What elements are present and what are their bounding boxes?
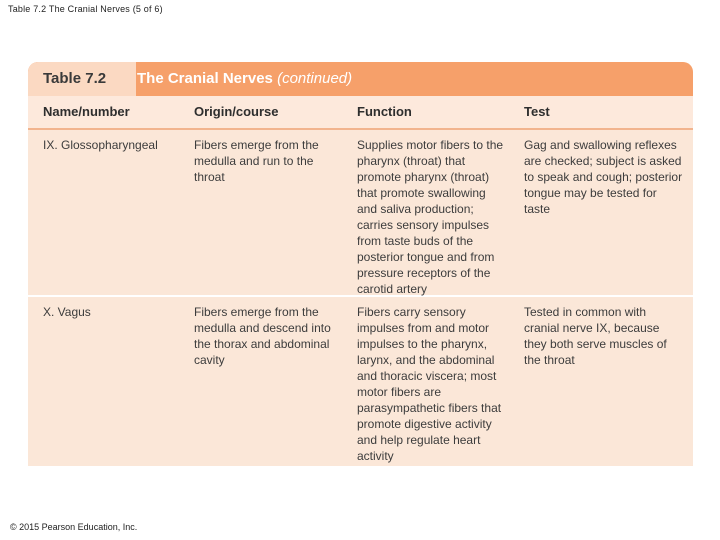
column-header-name: Name/number xyxy=(43,104,130,119)
cell-function: Fibers carry sensory impulses from and motor impulses to the pharynx, larynx, and the abdominal and thoracic viscera; most motor fibers are parasympathetic fibers that promote digestive activity and help regulate heart activity xyxy=(357,305,502,463)
cell-origin: Fibers emerge from the medulla and run to the throat xyxy=(194,138,319,184)
table-number: Table 7.2 xyxy=(28,62,136,96)
slide-title: Table 7.2 The Cranial Nerves (5 of 6) xyxy=(8,4,163,14)
column-header-test: Test xyxy=(524,104,550,119)
cell-name: X. Vagus xyxy=(43,305,91,319)
cell-name: IX. Glossopharyngeal xyxy=(43,138,158,152)
cell-test: Tested in common with cranial nerve IX, because they both serve muscles of the throat xyxy=(524,305,667,367)
cranial-nerves-table xyxy=(28,62,693,466)
column-header-function: Function xyxy=(357,104,412,119)
cell-origin: Fibers emerge from the medulla and descend into the thorax and abdominal cavity xyxy=(194,305,331,367)
table-row xyxy=(28,297,693,466)
copyright-footer: © 2015 Pearson Education, Inc. xyxy=(10,522,138,532)
table-caption-text: The Cranial Nerves xyxy=(137,70,273,87)
table-header-bar xyxy=(28,62,693,96)
column-header-origin: Origin/course xyxy=(194,104,279,119)
table-row xyxy=(28,130,693,297)
cell-function: Supplies motor fibers to the pharynx (throat) that promote pharynx (throat) that promote swallowing and saliva production; carries sensory impulses from taste buds of the posterior tongue and from pressure receptors of the carotid artery xyxy=(357,138,504,296)
cell-test: Gag and swallowing reflexes are checked; subject is asked to speak and cough; posterior tongue may be tested for taste xyxy=(524,138,683,216)
table-caption xyxy=(137,62,352,96)
column-headers xyxy=(28,96,693,130)
table-caption-suffix: (continued) xyxy=(277,70,353,87)
